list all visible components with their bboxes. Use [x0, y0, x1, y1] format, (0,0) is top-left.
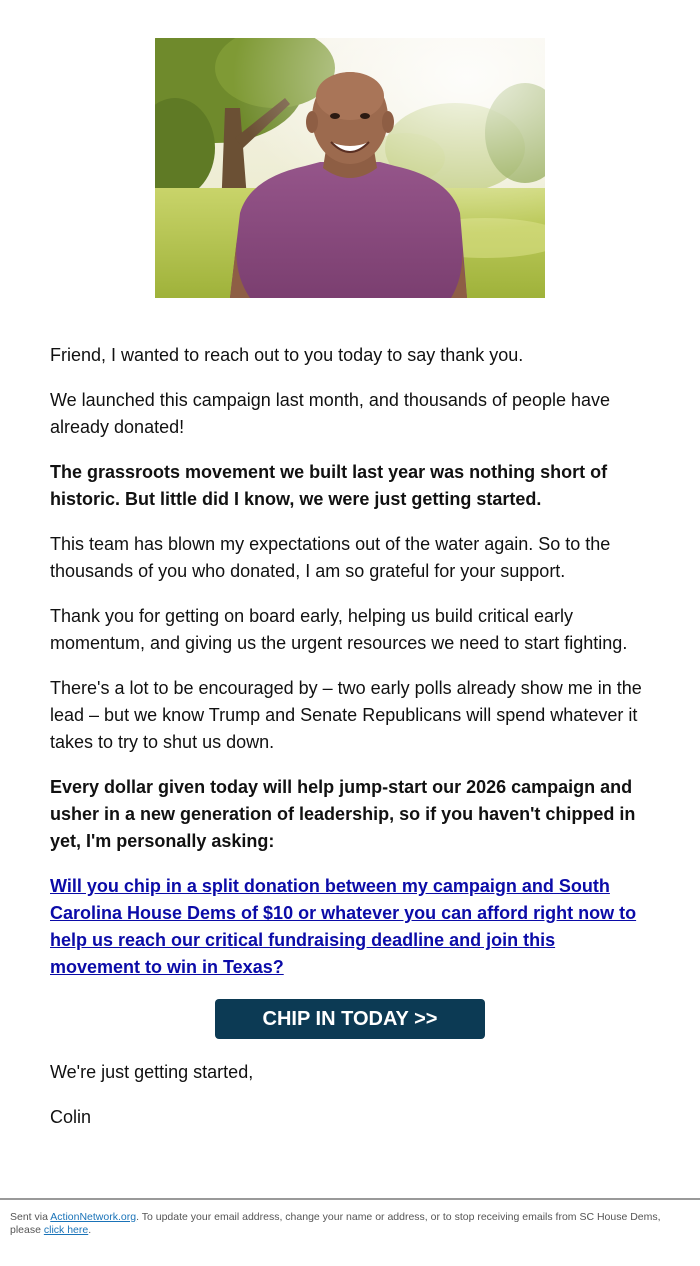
email-footer — [0, 1198, 700, 1237]
launch-paragraph: We launched this campaign last month, and thousands of people have already donated! — [50, 390, 611, 437]
gratitude-paragraph: This team has blown my expectations out of the water again. So to the thousands of you who donated, I am so grateful for your support. — [50, 534, 611, 581]
chip-in-button[interactable]: CHIP IN TODAY >> — [215, 999, 485, 1039]
thanks-paragraph: Thank you for getting on board early, helping us build critical early momentum, and giving us the urgent resources we need to start fighting. — [50, 606, 628, 653]
polls-paragraph: There's a lot to be encouraged by – two early polls already show me in the lead – but we know Trump and Senate Republicans will spend whatever it takes to try to shut us down. — [50, 678, 642, 752]
footer-suffix: . — [88, 1224, 92, 1236]
grassroots-paragraph: The grassroots movement we built last year was nothing short of historic. But little did I know, we were just getting started. — [50, 462, 608, 509]
donation-ask-link[interactable]: Will you chip in a split donation between my campaign and South Carolina House Dems of $10 or whatever you can afford right now to help us reach our critical fundraising deadline and join this movement to win in Texas? — [50, 876, 637, 977]
donation-link-paragraph — [50, 873, 650, 981]
footer-middle: . To update your email address, change your name or address, or to stop receiving emails from SC House Dems, please — [10, 1211, 661, 1236]
unsubscribe-link[interactable]: click here — [43, 1224, 89, 1236]
cta-row — [50, 999, 650, 1039]
email-body — [50, 342, 650, 1149]
ask-paragraph: Every dollar given today will help jump-start our 2026 campaign and usher in a new generation of leadership, so if you haven't chipped in yet, I'm personally asking: — [50, 777, 636, 851]
signature: Colin — [50, 1107, 92, 1127]
actionnetwork-link[interactable]: ActionNetwork.org — [50, 1211, 137, 1223]
candidate-photo — [155, 38, 545, 298]
greeting-paragraph: Friend, I wanted to reach out to you today to say thank you. — [50, 345, 524, 365]
hero-image — [155, 38, 545, 298]
footer-prefix: Sent via — [10, 1211, 51, 1223]
closing-line: We're just getting started, — [50, 1062, 254, 1082]
